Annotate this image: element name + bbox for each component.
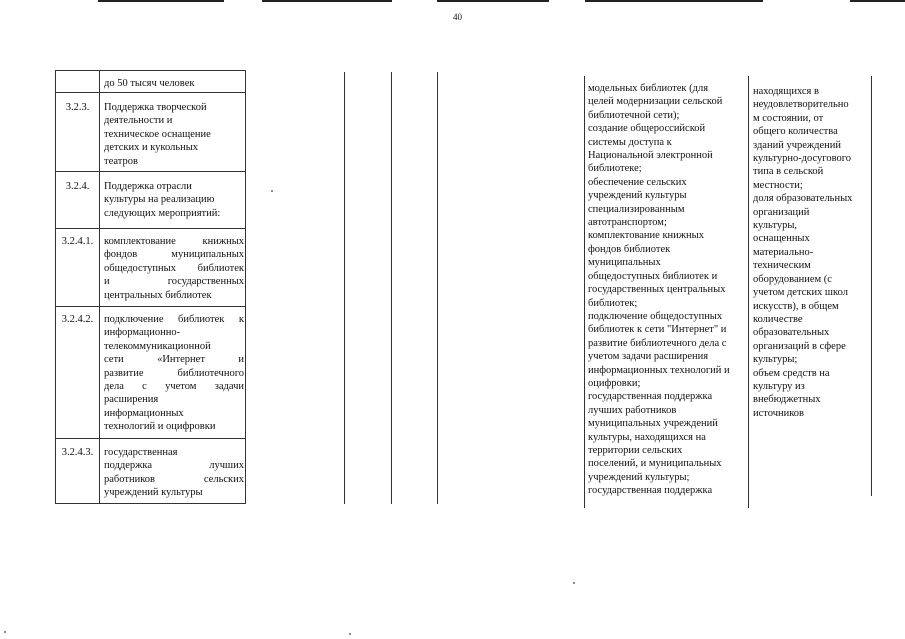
table-row: государственная поддержка лучших работников сельских учреждений культуры <box>104 447 244 499</box>
row-number: 3.2.4.1. <box>61 236 94 247</box>
scan-top-line <box>585 0 763 2</box>
scan-speck <box>349 633 351 635</box>
row-number: 3.2.4. <box>65 181 90 192</box>
scan-top-line <box>437 0 549 2</box>
row-number: 3.2.4.3. <box>61 447 94 458</box>
measures-column: модельных библиотек (для целей модернизации сельской библиотечной сети); создание общероссийской системы доступа к Национальной электронной библиотеке; обеспечение сельских учреждений культуры специализированным автотранспортом; комплектование книжных фондов библиотек муниципальных общедоступных библиотек и государственных центральных библиотек; подключение общедоступных библиотек к сети "Интернет" и развитие библиотечного дела с учетом задачи расширения информационных технологий и оцифровки; государственная поддержка лучших работников муниципальных учреждений культуры, находящихся на территории сельских поселений, и муниципальных учреждений культуры; государственная поддержка <box>588 83 730 497</box>
table-row <box>104 77 243 90</box>
indicators-column: находящихся в неудовлетворительно м состоянии, от общего количества зданий учреждений культурно-досугового типа в сельской местности; доля образовательных организаций культуры, оснащенных материально- техническим оборудованием (с учетом детских школ искусств), в общем количестве образовательных организаций в сфере культуры; объем средств на культуру из внебюджетных источников <box>753 86 853 419</box>
scan-speck <box>271 190 273 192</box>
row-text: до 50 тысяч человек <box>104 78 195 89</box>
scan-top-line <box>98 0 224 2</box>
scan-speck <box>573 582 575 584</box>
row-number: 3.2.3. <box>65 102 90 113</box>
table-row: Поддержка творческой деятельности и техническое оснащение детских и кукольных театров <box>104 102 211 167</box>
page-number: 40 <box>453 12 462 22</box>
scan-speck <box>4 631 6 633</box>
row-number: 3.2.4.2. <box>61 314 94 325</box>
table-row: Поддержка отрасли культуры на реализацию следующих мероприятий: <box>104 181 221 219</box>
table-row: подключение библиотек к информационно- телекоммуникационной сети «Интернет и развитие библиотечного дела с учетом задачи расширения информационных технологий и оцифровки <box>104 314 244 433</box>
scan-top-line <box>262 0 392 2</box>
scan-top-line <box>850 0 905 2</box>
table-row: комплектование книжных фондов муниципальных общедоступных библиотек и государственных центральных библиотек <box>104 236 244 301</box>
